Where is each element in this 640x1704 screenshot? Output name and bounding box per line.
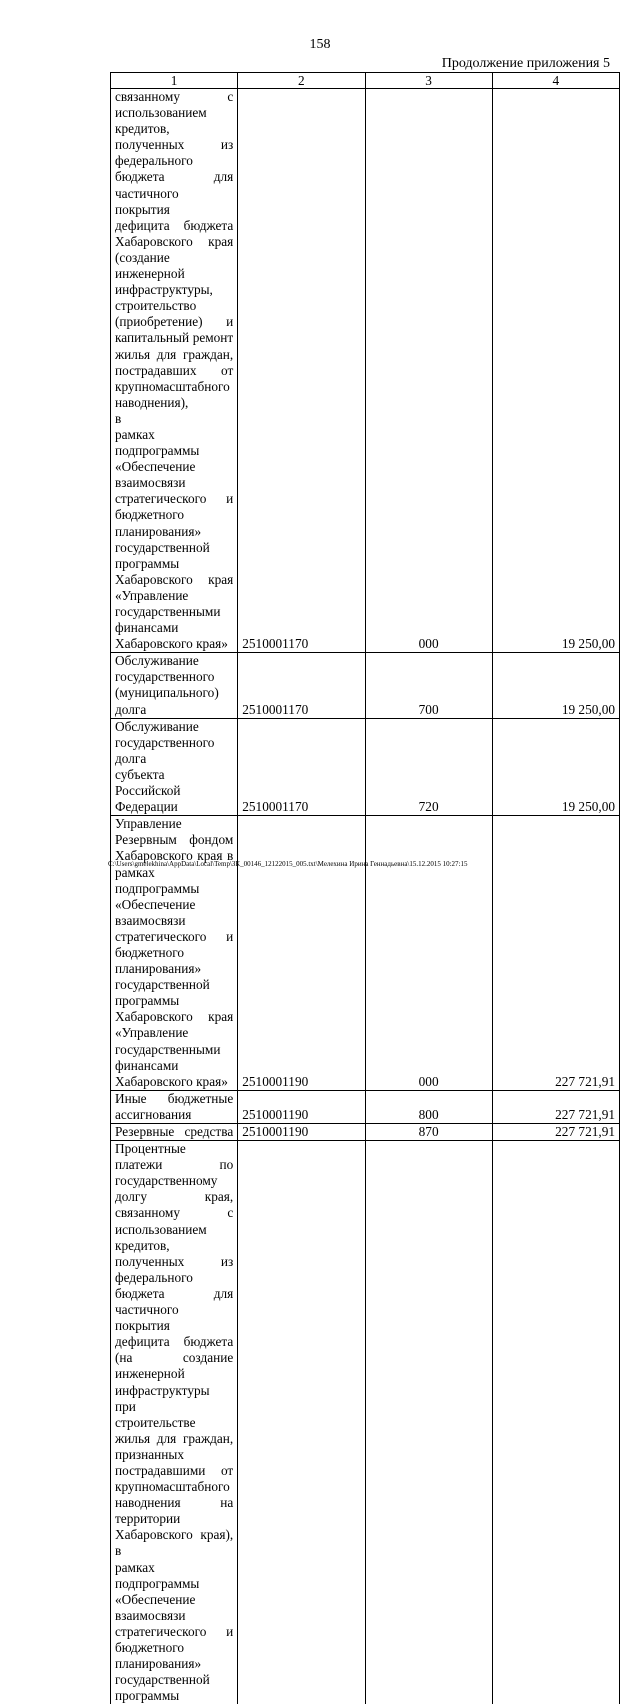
description-line: Хабаровского края в рамках (115, 848, 234, 880)
row-amount: 19 250,00 (492, 89, 619, 653)
description-line: бюджетного планирования» (115, 507, 202, 539)
row-code: 2510001170 (238, 718, 365, 816)
description-line: рамках подпрограммы «Обеспечение (115, 1559, 200, 1607)
description-line: кредитов, полученных из федерального (115, 1237, 234, 1285)
description-line: территории Хабаровского края), в (115, 1511, 234, 1559)
row-expense-type: 720 (365, 718, 492, 816)
row-code: 2510001170 (238, 653, 365, 718)
description-line: связанному с использованием (115, 1205, 234, 1237)
description-line: кредитов, полученных из федерального (115, 121, 234, 169)
row-amount: 19 250,00 (492, 718, 619, 816)
description-line: Процентные платежи по (115, 1141, 234, 1173)
description-line: взаимосвязи стратегического и (115, 912, 234, 944)
row-amount: 19 250,00 (492, 653, 619, 718)
file-path-footer: C:\Users\gmelekhina\AppData\Local\Temp\ЗК_00146_12122015_005.txt\Мелехина Ирина Геннадьевна\15.12.2015 10:27:15 (108, 860, 468, 868)
description-line: подпрограммы «Обеспечение (115, 880, 200, 912)
header-cell: 3 (365, 73, 492, 89)
row-expense-type: 870 (365, 1124, 492, 1141)
row-amount: 227 721,91 (492, 816, 619, 1091)
table-row (111, 1124, 620, 1141)
description-line: Хабаровского края «Управление (115, 571, 234, 603)
description-line: бюджетного планирования» (115, 1640, 202, 1672)
description-line: связанному с использованием (115, 89, 234, 121)
header-cell: 2 (238, 73, 365, 89)
description-line: дефицита бюджета (на создание (115, 1334, 234, 1366)
description-line: государственными финансами (115, 604, 221, 636)
description-line: государственными финансами (115, 1041, 221, 1073)
description-line: взаимосвязи стратегического и (115, 1607, 234, 1639)
continuation-note: Продолжение приложения 5 (441, 56, 610, 71)
row-description (111, 816, 238, 1091)
row-description (111, 718, 238, 816)
description-line: Хабаровского края «Управление (115, 1009, 234, 1041)
row-expense-type: 000 (365, 89, 492, 653)
description-line: (создание инженерной (115, 249, 185, 282)
description-line: инфраструктуры, строительство (115, 282, 213, 314)
row-code: 2510001190 (238, 816, 365, 1091)
table-row (111, 1090, 620, 1123)
description-line: крупномасштабного наводнения), (115, 378, 230, 410)
table-row (111, 816, 620, 1091)
row-amount (492, 1141, 619, 1704)
description-line: государственной программы (115, 977, 210, 1009)
description-line: строительстве жилья для граждан, (115, 1414, 234, 1446)
header-cell: 4 (492, 73, 619, 89)
table-header-row (111, 73, 620, 89)
row-amount: 227 721,91 (492, 1090, 619, 1123)
description-line: субъекта Российской Федерации (115, 766, 181, 815)
description-line: взаимосвязи стратегического и (115, 475, 234, 507)
description-line: государственной программы (115, 1672, 210, 1704)
row-expense-type (365, 1141, 492, 1704)
description-line: крупномасштабного наводнения на (115, 1479, 234, 1511)
budget-table (110, 72, 620, 1704)
row-expense-type: 800 (365, 1090, 492, 1123)
description-line: Резервные средства (115, 1124, 234, 1139)
row-code: 2510001190 (238, 1124, 365, 1141)
description-line: рамках подпрограммы «Обеспечение (115, 426, 200, 475)
row-description (111, 89, 238, 653)
description-line: в (115, 410, 122, 426)
header-cell: 1 (111, 73, 238, 89)
description-line: (приобретение) и капитальный ремонт (115, 314, 234, 346)
row-description (111, 1141, 238, 1704)
row-code: 2510001170 (238, 89, 365, 653)
description-line: бюджета для частичного покрытия (115, 169, 234, 217)
table-row (111, 653, 620, 718)
row-expense-type: 000 (365, 816, 492, 1091)
row-description (111, 653, 238, 718)
table-row (111, 89, 620, 653)
description-line: Иные бюджетные ассигнования (115, 1090, 234, 1122)
description-line: государственному долгу края, (115, 1173, 234, 1205)
table-row (111, 1141, 620, 1704)
page-number: 158 (309, 37, 331, 52)
description-line: (муниципального) долга (115, 685, 219, 717)
row-amount: 227 721,91 (492, 1124, 619, 1141)
description-line: Управление Резервным фондом (115, 816, 234, 848)
row-expense-type: 700 (365, 653, 492, 718)
row-description (111, 1124, 238, 1141)
row-code (238, 1141, 365, 1704)
description-line: Хабаровского края» (115, 1073, 228, 1089)
description-line: Хабаровского края» (115, 636, 228, 652)
description-line: инженерной инфраструктуры при (115, 1366, 210, 1414)
description-line: Обслуживание государственного долга (115, 718, 215, 766)
row-code: 2510001190 (238, 1090, 365, 1123)
description-line: дефицита бюджета Хабаровского края (115, 217, 234, 249)
row-description (111, 1090, 238, 1123)
table-row (111, 718, 620, 816)
description-line: бюджета для частичного покрытия (115, 1285, 234, 1334)
description-line: жилья для граждан, пострадавших от (115, 346, 234, 378)
description-line: признанных пострадавшими от (115, 1446, 234, 1478)
description-line: бюджетного планирования» (115, 944, 202, 977)
description-line: государственной программы (115, 539, 210, 571)
description-line: Обслуживание государственного (115, 653, 215, 685)
